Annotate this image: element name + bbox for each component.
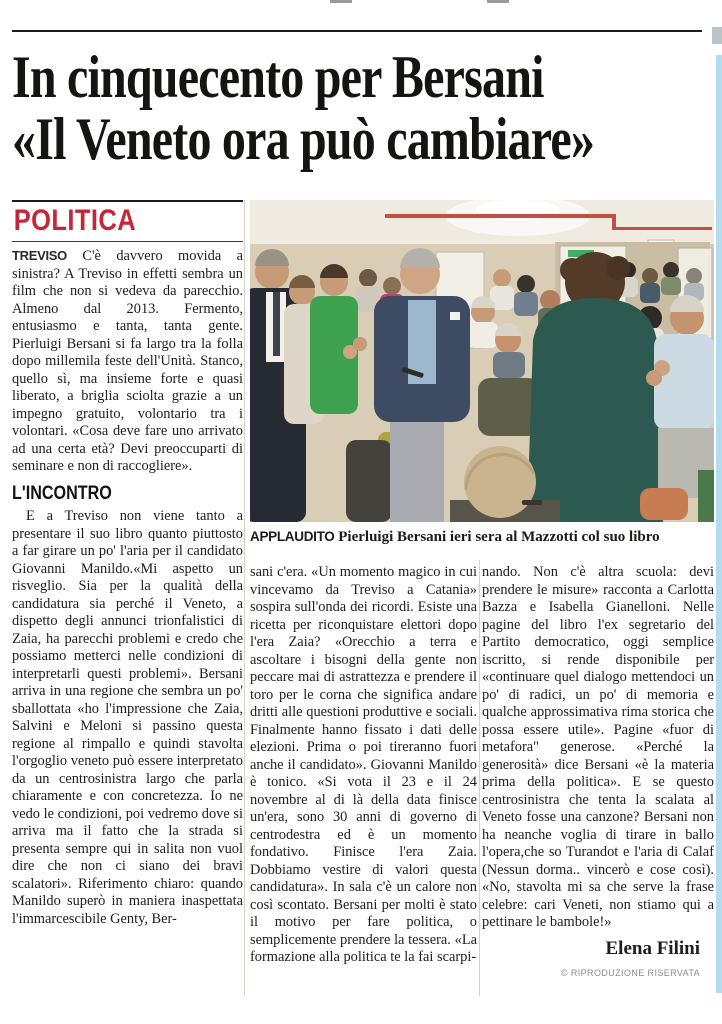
section-header [12, 200, 243, 242]
headline-line-2: «Il Veneto ora può cambiare» [12, 106, 595, 172]
page-crop-mark [330, 0, 352, 3]
article-paragraph-3: sani c'era. «Un momento magico in cui vincevamo da Treviso a Catania» sospira sull'onda dei ricordi. Esiste una ricetta per riconquistare elettori dopo l'era Zaia? «Orecchio a terra e ascoltare i bisogni della gente non peccare mai di astrattezza e prendere il toro per le corna che significa andare dritti alle questioni produttive e sociali. Finalmente hanno fissato i dati delle elezioni. Prima o poi tireranno fuori anche il candidato». Giovanni Manildo è tonico. «Si vota il 23 e il 24 novembre al di là della data finisce un'era, sono 30 anni di governo di centrodestra ed è un momento fondativo. Finisce l'era Zaia. Dobbiamo vestire di valori questa candidatura». In sala c'è un calore non così scontato. Bersani per molti è stato il motivo per fare politica, o semplicemente prendere la tessera. «La formazione alla politica te la fai scarpi- [250, 564, 477, 965]
copyright-notice: © RIPRODUZIONE RISERVATA [560, 968, 700, 978]
paragraph-1-text: C'è davvero movida a sinistra? A Treviso in effetti sembra un film che non si vedeva da parecchio. Almeno dal 2013. Fermento, entusiasmo e tanta, tanta gente. Pierluigi Bersani si fa largo tra la folla dopo millemila feste dell'Unità. Stanco, quello sì, ma insieme forte e quasi liberato, a briglia sciolta grazie a un impegno gratuito, volontario tra i volontari. «Cosa deve fare uno arrivato ad una certa età? Devi preoccuparti di seminare e non di raccogliere». [12, 248, 243, 474]
page-crop-mark [487, 0, 509, 3]
article-column-left [12, 247, 243, 928]
photo-caption [250, 528, 714, 546]
column-rule-left [244, 200, 245, 996]
article-paragraph-2: E a Treviso non viene tanto a presentare il suo libro quanto piuttosto a far girare un po' l'aria per il candidato Giovanni Manildo.«Mi aspetto un risveglio. Sia per la qualità della candidatura sia perché il Veneto, a dispetto degli annunci trionfalistici di Zaia, ha parecchi problemi e credo che possiamo metterci nelle condizioni di interpretarli questi problemi». Bersani arriva in una regione che sembra un po' sballottata «ho l'impressione che Zaia, Salvini e Meloni si passino questa regione al rimpallo e quindi stavolta l'orgoglio veneto può essere interpretato da un centrosinistra largo che parla chiaramente e con concretezza. Io ne vedo le condizioni, poi vedremo dove si arriva ma il fatto che la strada si presenta sempre qui in salita non vuol dire che non ci siano dei bravi scalatori». Riferimento chiaro: quando Manildo superò in maniera inaspettata l'immarcescibile Genty, Ber- [12, 508, 243, 927]
headline-line-1: In cinquecento per Bersani [12, 44, 544, 110]
caption-kicker: APPLAUDITO [250, 529, 335, 544]
section-label: POLITICA [13, 204, 137, 237]
column-rule-mid [479, 560, 480, 996]
location-kicker: TREVISO [12, 248, 67, 263]
article-column-right [482, 564, 714, 983]
byline: Elena Filini [605, 937, 700, 959]
article-headline [12, 46, 722, 170]
article-photo-illustration [250, 200, 714, 522]
adjacent-page-fragment [712, 27, 722, 44]
subhead-lincontro: L'INCONTRO [12, 482, 112, 504]
page-edge-bar [716, 55, 722, 993]
article-column-mid [250, 564, 477, 967]
section-rule-bottom [12, 241, 243, 242]
masthead-rule [12, 30, 702, 32]
article-paragraph-4: nando. Non c'è altra scuola: devi prendere le misure» racconta a Carlotta Bazza e Isabella Gianelloni. Nelle pagine del libro l'ex segretario del Partito democratico, oggi semplice iscritto, si rende disponibile per «continuare quel dialogo mettendoci un po' di radici, un po' di memoria e qualche approssimativa rima storica che possa essere utile». Pagine «fuor di metafora" generose. «Perché la generosità» dice Bersani «è la materia prima della politica». E se questo centrosinistra che tenta la scalata al Veneto fosse una canzone? Bersani non ha neanche voglia di tirare in ballo l'opera,che so Turandot e l'aria di Calaf (Nessun dorma.. vincerò e cose così). «No, stavolta mi sa che serve la frase celebre: cari Veneti, non stiamo qui a pettinare le bambole!» [482, 564, 714, 930]
caption-text: Pierluigi Bersani ieri sera al Mazzotti col suo libro [338, 529, 660, 545]
article-paragraph-1 [12, 247, 243, 476]
article-photo-block [250, 200, 714, 546]
